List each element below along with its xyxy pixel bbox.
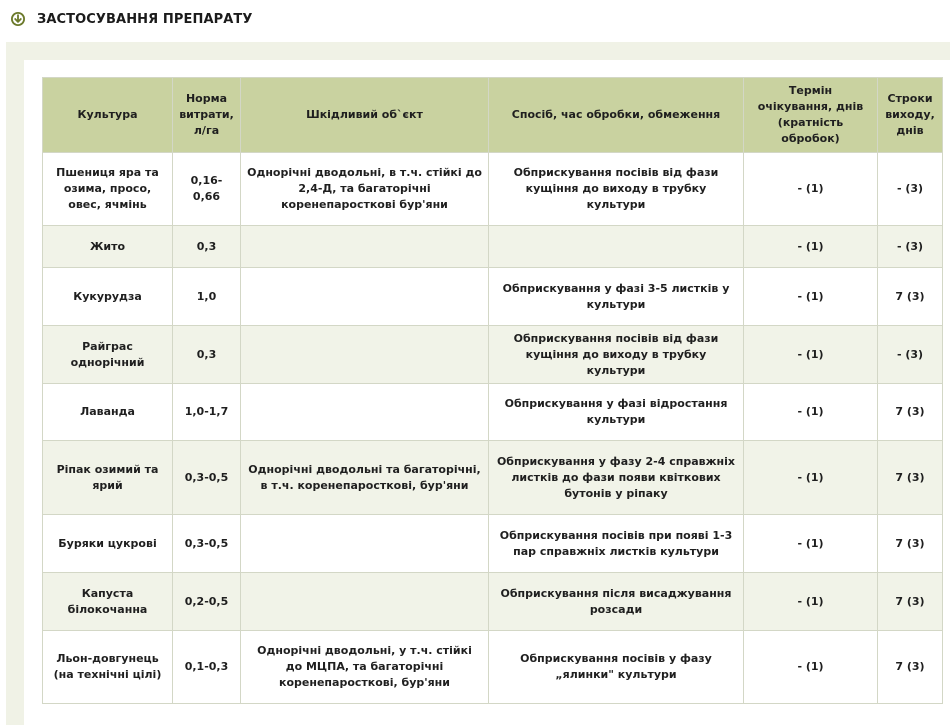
rate-cell: 0,3	[173, 326, 241, 384]
method-cell: Обприскування посівів від фази кущіння до виходу в трубку культури	[489, 153, 744, 226]
table-row	[43, 631, 943, 704]
rate-cell: 0,1-0,3	[173, 631, 241, 704]
table-row	[43, 384, 943, 441]
waiting-cell: - (1)	[744, 326, 878, 384]
target-cell: Однорічні дводольні, в т.ч. стійкі до 2,4-Д, та багаторічні коренепаросткові бур'яни	[241, 153, 489, 226]
circle-down-arrow-icon[interactable]	[10, 11, 26, 27]
crop-cell: Кукурудза	[43, 268, 173, 326]
table-row	[43, 226, 943, 268]
method-cell: Обприскування посівів від фази кущіння до виходу в трубку культури	[489, 326, 744, 384]
method-cell: Обприскування посівів у фазу „ялинки" культури	[489, 631, 744, 704]
rate-cell: 1,0-1,7	[173, 384, 241, 441]
section-header[interactable]	[0, 0, 950, 40]
column-header-exit: Строки виходу, днів	[878, 78, 943, 153]
exit-cell: 7 (3)	[878, 441, 943, 515]
table-row	[43, 326, 943, 384]
exit-cell: 7 (3)	[878, 515, 943, 573]
table-row	[43, 441, 943, 515]
column-header-target: Шкідливий об`єкт	[241, 78, 489, 153]
crop-cell: Ріпак озимий та ярий	[43, 441, 173, 515]
rate-cell: 1,0	[173, 268, 241, 326]
target-cell	[241, 226, 489, 268]
column-header-rate: Норма витрати, л/га	[173, 78, 241, 153]
target-cell	[241, 268, 489, 326]
exit-cell: - (3)	[878, 153, 943, 226]
table-row	[43, 268, 943, 326]
method-cell: Обприскування у фазу 2-4 справжніх листків до фази появи квіткових бутонів у ріпаку	[489, 441, 744, 515]
table-header-row	[43, 78, 943, 153]
crop-cell: Лаванда	[43, 384, 173, 441]
method-cell: Обприскування у фазі 3-5 листків у культури	[489, 268, 744, 326]
table-row	[43, 153, 943, 226]
table-row	[43, 515, 943, 573]
target-cell: Однорічні дводольні та багаторічні, в т.ч. коренепаросткові, бур'яни	[241, 441, 489, 515]
target-cell: Однорічні дводольні, у т.ч. стійкі до МЦПА, та багаторічні коренепаросткові, бур'яни	[241, 631, 489, 704]
column-header-method: Спосіб, час обробки, обмеження	[489, 78, 744, 153]
exit-cell: - (3)	[878, 226, 943, 268]
column-header-waiting: Термін очікування, днів (кратність обробок)	[744, 78, 878, 153]
waiting-cell: - (1)	[744, 268, 878, 326]
section-title: ЗАСТОСУВАННЯ ПРЕПАРАТУ	[37, 12, 253, 27]
waiting-cell: - (1)	[744, 226, 878, 268]
crop-cell: Капуста білокочанна	[43, 573, 173, 631]
target-cell	[241, 384, 489, 441]
crop-cell: Льон-довгунець (на технічні цілі)	[43, 631, 173, 704]
exit-cell: - (3)	[878, 326, 943, 384]
crop-cell: Жито	[43, 226, 173, 268]
method-cell: Обприскування у фазі відростання культури	[489, 384, 744, 441]
waiting-cell: - (1)	[744, 515, 878, 573]
waiting-cell: - (1)	[744, 441, 878, 515]
application-table	[42, 77, 943, 704]
method-cell: Обприскування посівів при появі 1-3 пар справжніх листків культури	[489, 515, 744, 573]
exit-cell: 7 (3)	[878, 573, 943, 631]
rate-cell: 0,16-0,66	[173, 153, 241, 226]
target-cell	[241, 326, 489, 384]
waiting-cell: - (1)	[744, 631, 878, 704]
waiting-cell: - (1)	[744, 153, 878, 226]
table-row	[43, 573, 943, 631]
exit-cell: 7 (3)	[878, 268, 943, 326]
crop-cell: Пшениця яра та озима, просо, овес, ячмінь	[43, 153, 173, 226]
exit-cell: 7 (3)	[878, 384, 943, 441]
method-cell	[489, 226, 744, 268]
crop-cell: Райграс однорічний	[43, 326, 173, 384]
crop-cell: Буряки цукрові	[43, 515, 173, 573]
exit-cell: 7 (3)	[878, 631, 943, 704]
waiting-cell: - (1)	[744, 573, 878, 631]
rate-cell: 0,3-0,5	[173, 515, 241, 573]
target-cell	[241, 515, 489, 573]
rate-cell: 0,3	[173, 226, 241, 268]
rate-cell: 0,3-0,5	[173, 441, 241, 515]
rate-cell: 0,2-0,5	[173, 573, 241, 631]
column-header-crop: Культура	[43, 78, 173, 153]
waiting-cell: - (1)	[744, 384, 878, 441]
method-cell: Обприскування після висаджування розсади	[489, 573, 744, 631]
target-cell	[241, 573, 489, 631]
